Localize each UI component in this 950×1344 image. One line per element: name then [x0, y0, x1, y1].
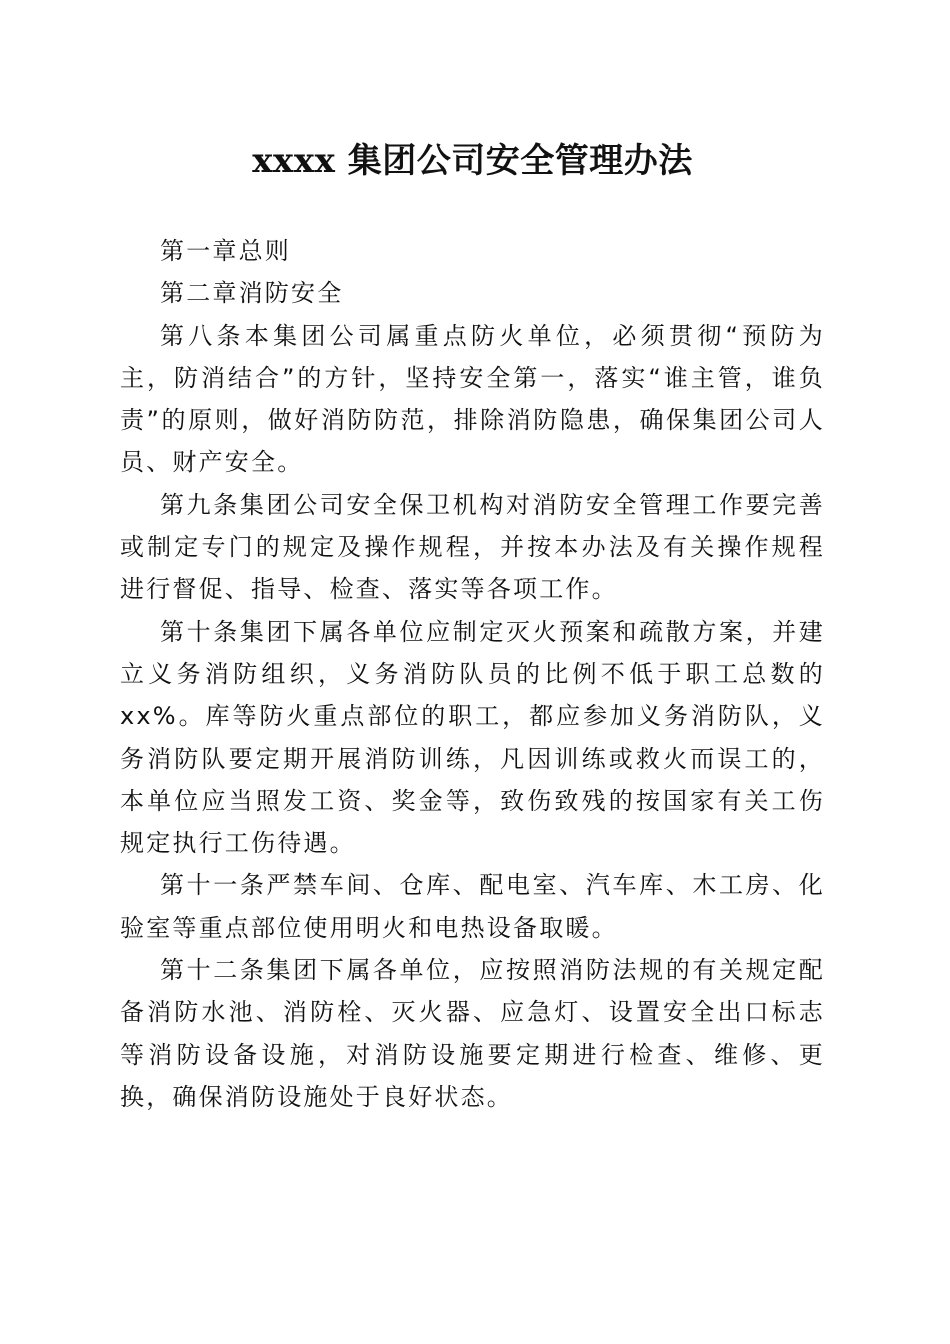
- article-paragraph: 第十二条集团下属各单位，应按照消防法规的有关规定配备消防水池、消防栓、灭火器、应急灯、设置安全出口标志等消防设备设施，对消防设施要定期进行检查、维修、更换，确保消防设施处于良好状态。: [120, 956, 825, 1111]
- article-paragraph: 第十条集团下属各单位应制定灭火预案和疏散方案，并建立义务消防组织，义务消防队员的比例不低于职工总数的 xx%。库等防火重点部位的职工，都应参加义务消防队，义务消防队要定期开展消防训练，凡因训练或救火而误工的，本单位应当照发工资、奖金等，致伤致残的按国家有关工伤规定执行工伤待遇。: [120, 617, 825, 858]
- document-title: xxxx 集团公司安全管理办法: [252, 141, 693, 181]
- article-paragraph: 第十一条严禁车间、仓库、配电室、汽车库、木工房、化验室等重点部位使用明火和电热设备取暖。: [120, 871, 825, 942]
- chapter-heading: 第二章消防安全: [160, 279, 344, 308]
- article-paragraph: 第九条集团公司安全保卫机构对消防安全管理工作要完善或制定专门的规定及操作规程，并按本办法及有关操作规程进行督促、指导、检查、落实等各项工作。: [120, 490, 825, 604]
- document-body: [120, 230, 825, 1118]
- article-paragraph: 第八条本集团公司属重点防火单位，必须贯彻“预防为主，防消结合”的方针，坚持安全第一，落实“谁主管，谁负责”的原则，做好消防防范，排除消防隐患，确保集团公司人员、财产安全。: [120, 321, 825, 477]
- chapter-heading: 第一章总则: [160, 237, 291, 265]
